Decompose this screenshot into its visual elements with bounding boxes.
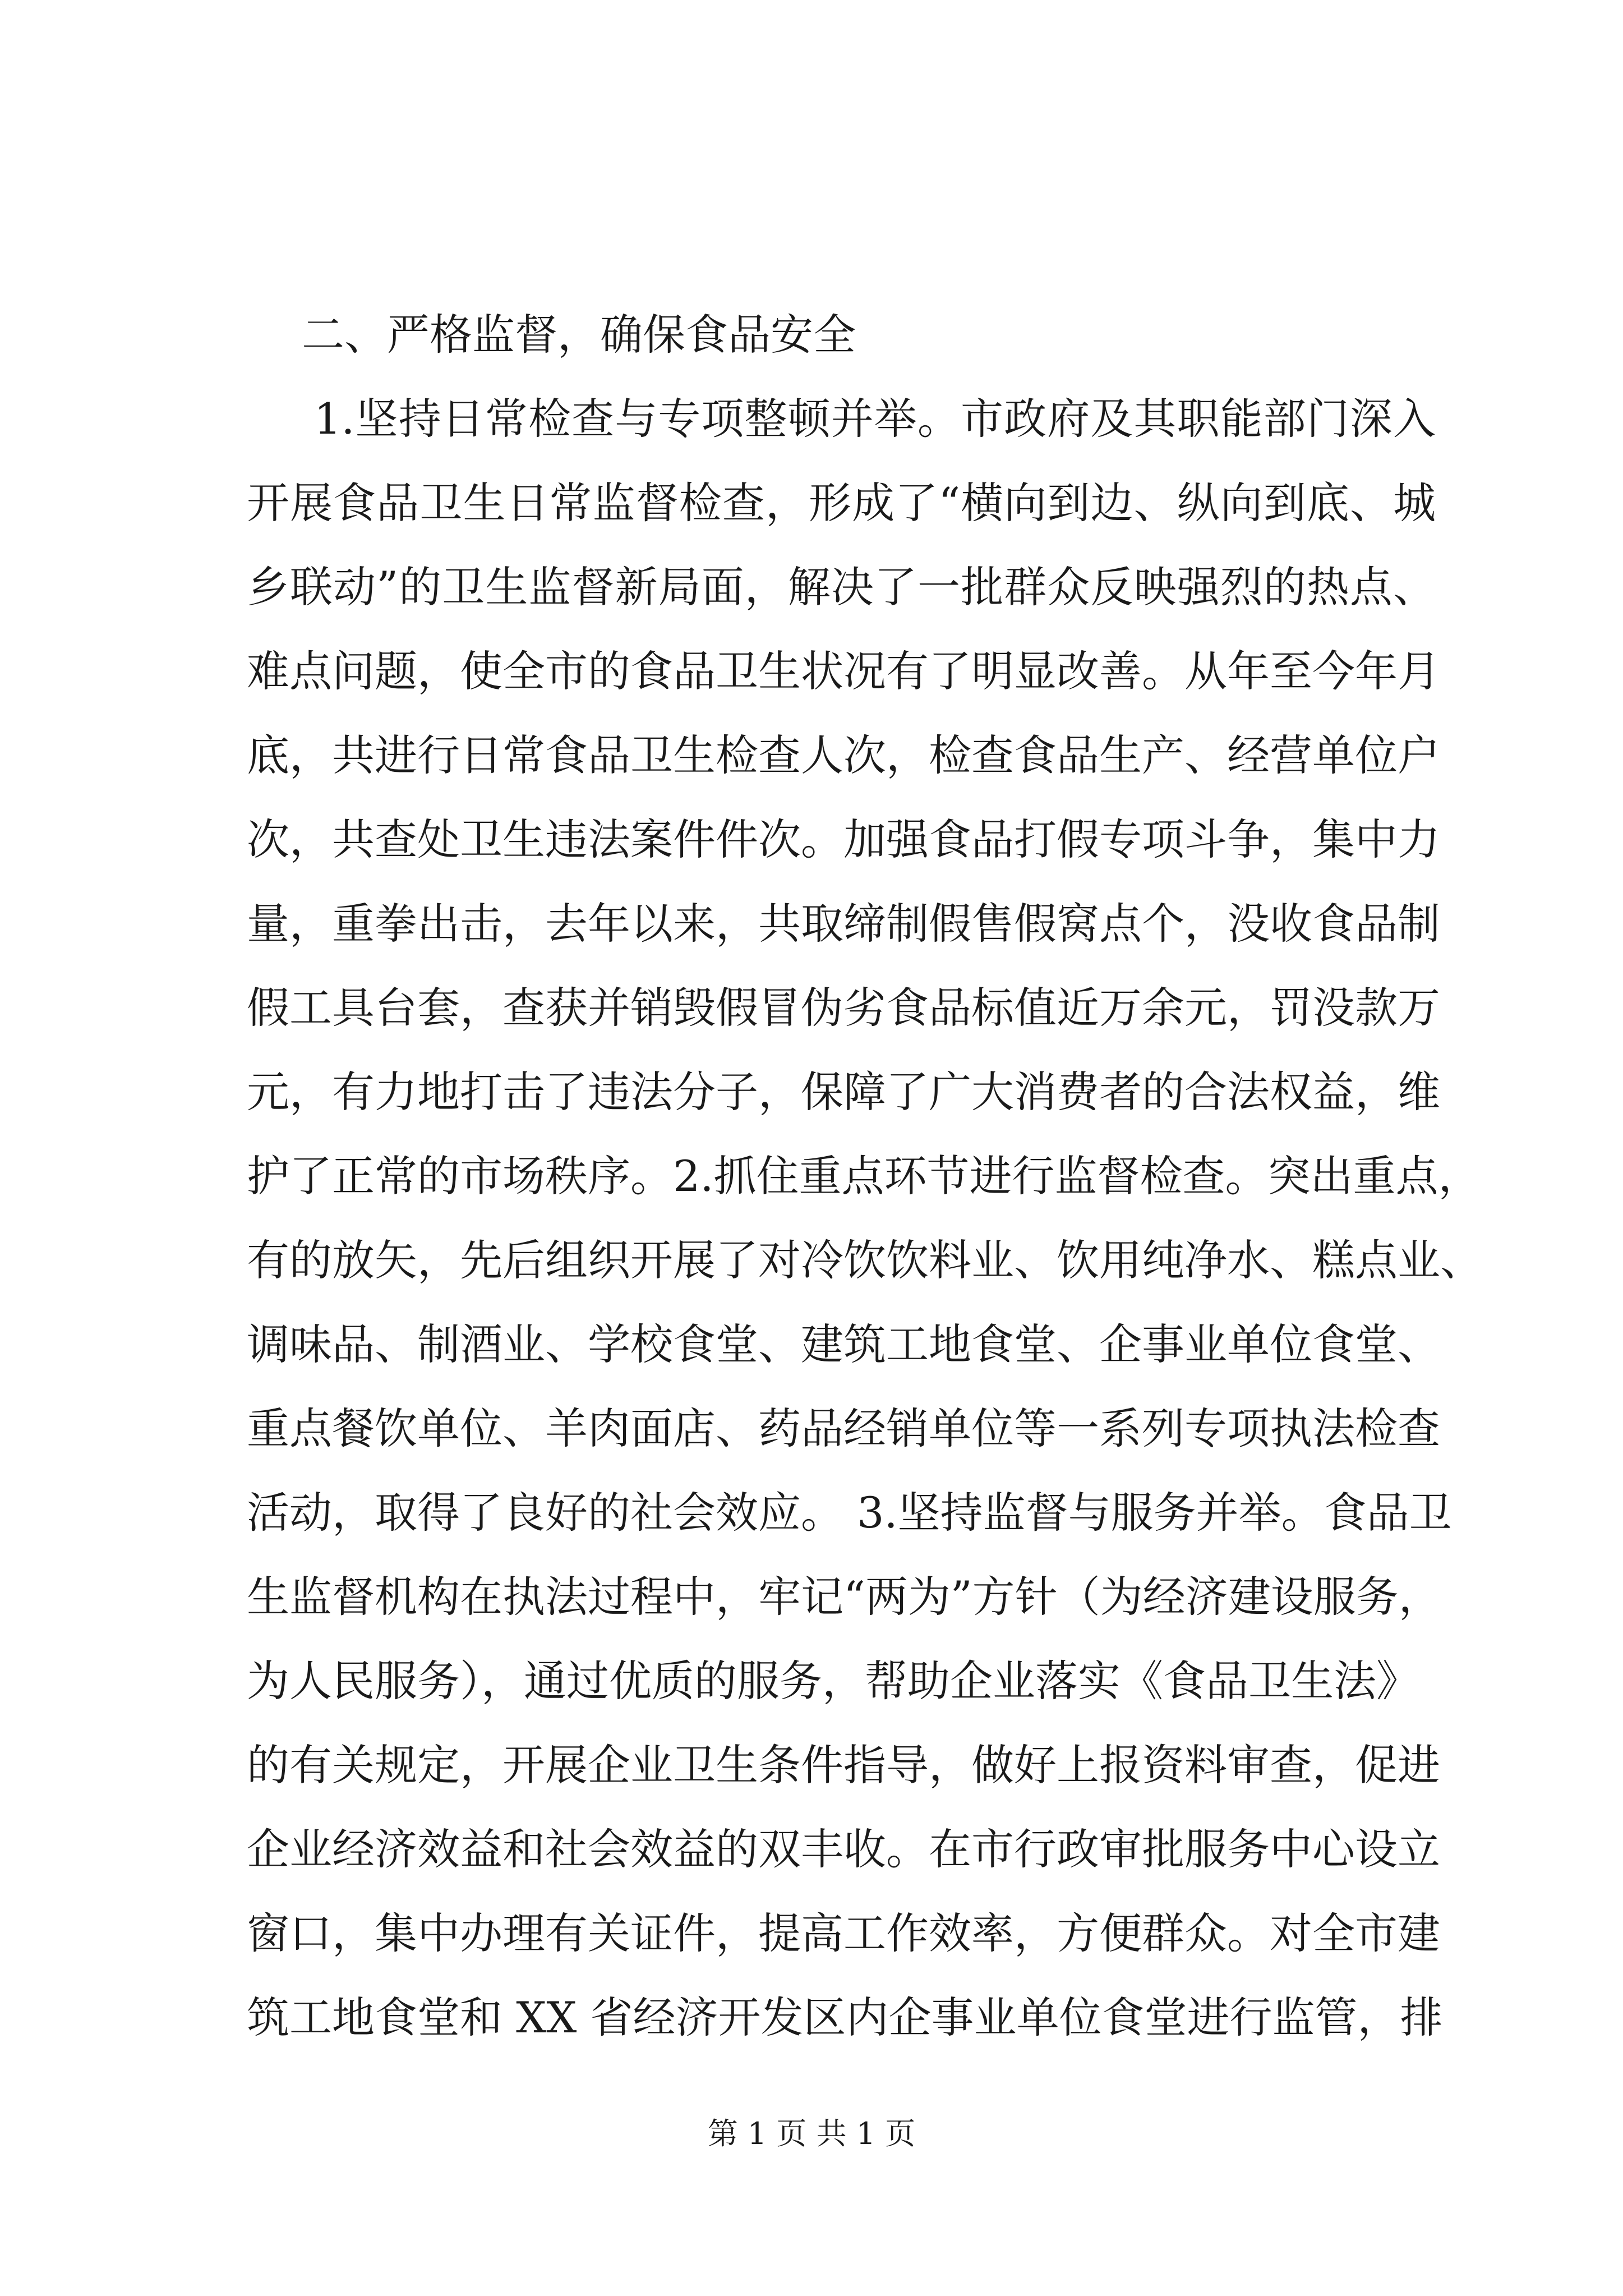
paragraph-line: 企业经济效益和社会效益的双丰收。在市行政审批服务中心设立	[247, 1824, 1440, 1874]
paragraph-line: 假工具台套，查获并销毁假冒伪劣食品标值近万余元，罚没款万	[247, 983, 1440, 1033]
paragraph-line: 开展食品卫生日常监督检查，形成了“横向到边、纵向到底、城	[247, 478, 1436, 528]
paragraph-line: 窗口，集中办理有关证件，提高工作效率，方便群众。对全市建	[247, 1908, 1440, 1958]
paragraph-line: 护了正常的市场秩序。2.抓住重点环节进行监督检查。突出重点，	[247, 1151, 1481, 1201]
paragraph-line: 量，重拳出击，去年以来，共取缔制假售假窝点个，没收食品制	[247, 899, 1440, 949]
paragraph-line: 筑工地食堂和 XX 省经济开发区内企事业单位食堂进行监管，排	[247, 1993, 1443, 2042]
paragraph-line: 底，共进行日常食品卫生检查人次，检查食品生产、经营单位户	[247, 730, 1440, 780]
paragraph-line: 为人民服务），通过优质的服务，帮助企业落实《食品卫生法》	[247, 1656, 1419, 1706]
paragraph-line: 重点餐饮单位、羊肉面店、药品经销单位等一系列专项执法检查	[247, 1404, 1440, 1453]
paragraph-line: 调味品、制酒业、学校食堂、建筑工地食堂、企事业单位食堂、	[247, 1319, 1440, 1369]
section-heading: 二、严格监督，确保食品安全	[302, 310, 856, 360]
page-number-footer: 第 1 页 共 1 页	[707, 2116, 916, 2151]
paragraph-line: 乡联动”的卫生监督新局面，解决了一批群众反映强烈的热点、	[247, 562, 1436, 612]
paragraph-line: 次，共查处卫生违法案件件次。加强食品打假专项斗争，集中力	[247, 815, 1440, 864]
paragraph-line: 元，有力地打击了违法分子，保障了广大消费者的合法权益，维	[247, 1067, 1440, 1117]
paragraph-line: 1.坚持日常检查与专项整顿并举。市政府及其职能部门深入	[314, 394, 1436, 444]
paragraph-line: 的有关规定，开展企业卫生条件指导，做好上报资料审查，促进	[247, 1740, 1440, 1790]
paragraph-line: 有的放矢，先后组织开展了对冷饮饮料业、饮用纯净水、糕点业、	[247, 1235, 1483, 1285]
paragraph-line: 生监督机构在执法过程中，牢记“两为”方针（为经济建设服务，	[247, 1572, 1441, 1622]
paragraph-line: 活动，取得了良好的社会效应。 3.坚持监督与服务并举。食品卫	[247, 1488, 1452, 1538]
paragraph-line: 难点问题，使全市的食品卫生状况有了明显改善。从年至今年月	[247, 646, 1440, 696]
